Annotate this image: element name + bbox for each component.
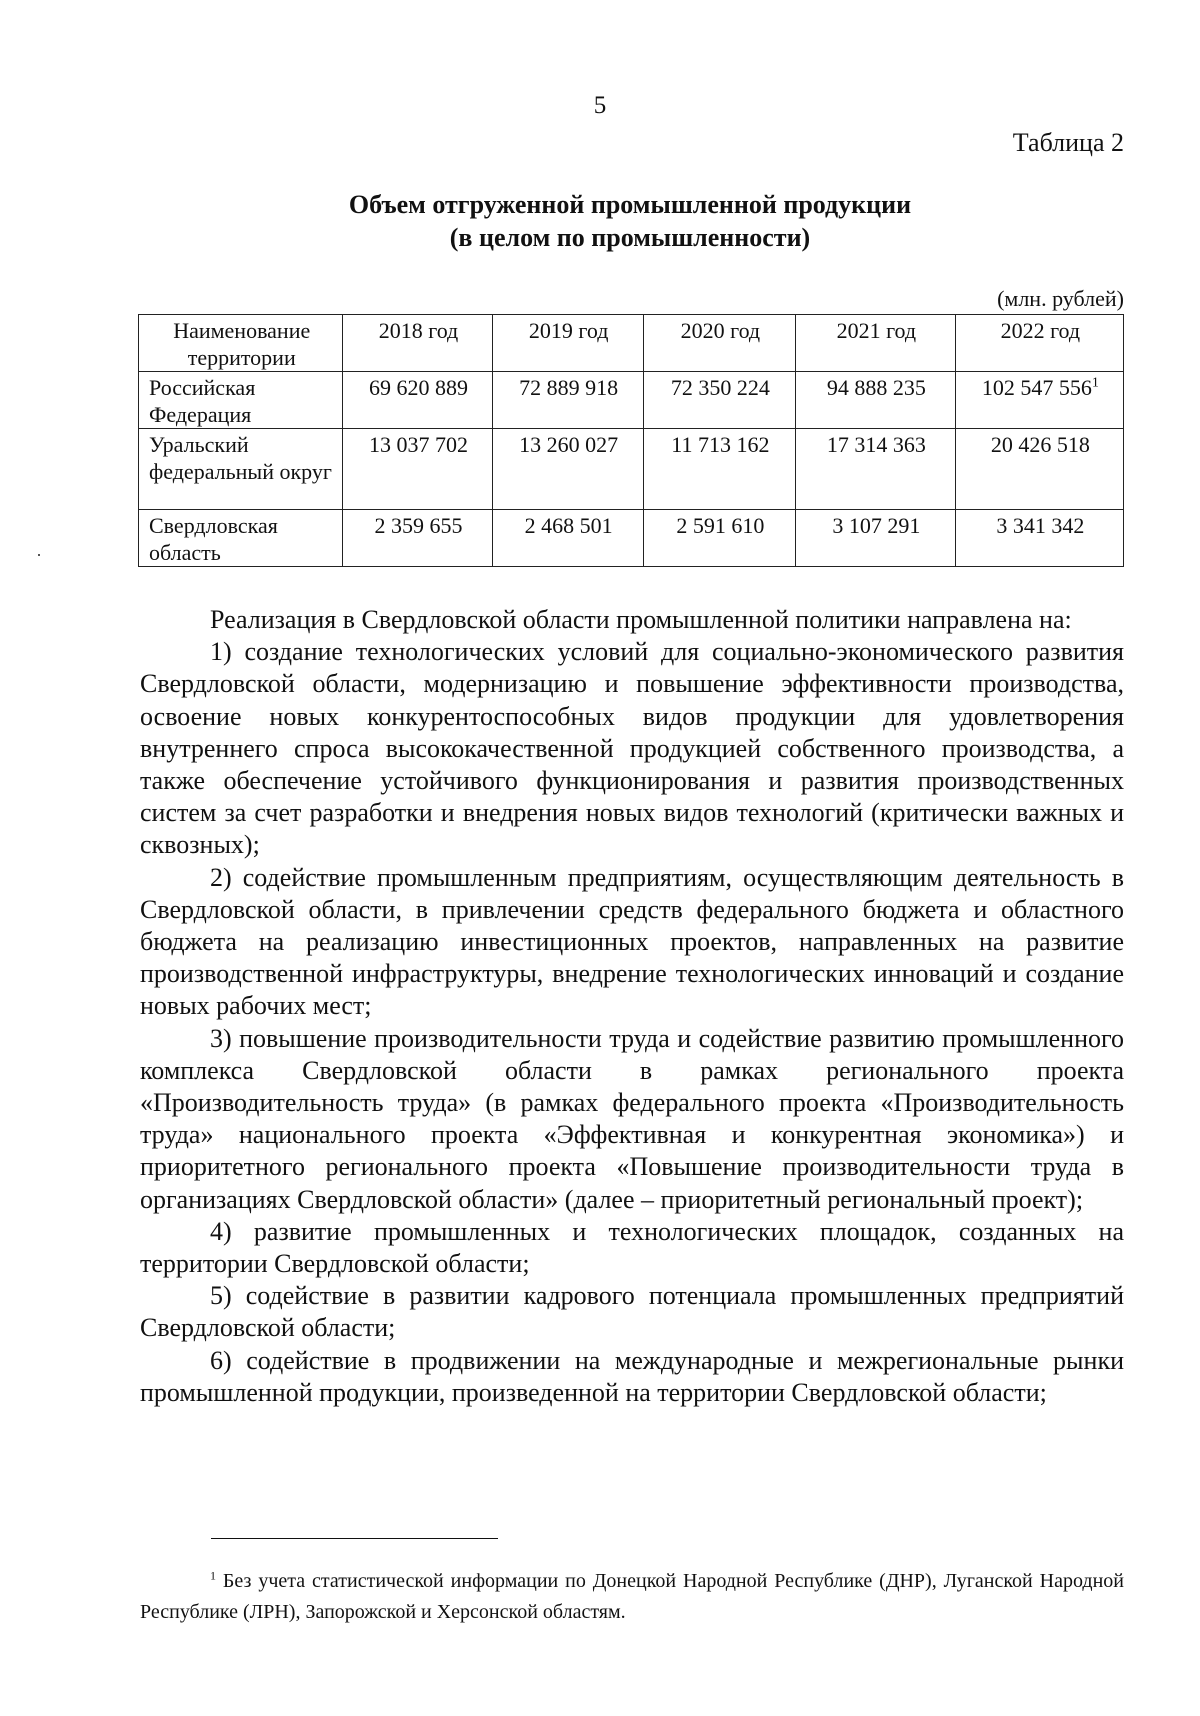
body-text	[140, 604, 1124, 1409]
cell-value: 3 107 291	[796, 510, 956, 567]
cell-value: 102 547 556	[981, 375, 1092, 400]
table-title	[0, 188, 1200, 254]
paragraph-intro: Реализация в Свердловской области промышленной политики направлена на:	[210, 605, 1072, 634]
cell-value: 72 889 918	[492, 372, 643, 429]
cell-value: 2 591 610	[643, 510, 795, 567]
cell-value: 69 620 889	[343, 372, 492, 429]
paragraph-item-2: 2) содействие промышленным предприятиям, осуществляющим деятельность в Свердловской области, в привлечении средств федерального бюджета и областного бюджета на реализацию инвестиционных проектов, направленных на развитие производственной инфраструктуры, внедрение технологических инноваций и создание новых рабочих мест;	[140, 862, 1124, 1021]
units-label: (млн. рублей)	[997, 286, 1124, 311]
footnote-separator	[211, 1538, 498, 1539]
header-territory: Наименование территории	[139, 315, 343, 372]
title-line-2: (в целом по промышленности)	[449, 223, 811, 252]
footnote-number: 1	[210, 1568, 216, 1583]
row-name: Уральский федеральный округ	[139, 429, 343, 510]
footnote	[140, 1566, 1124, 1628]
table-row	[139, 372, 1124, 429]
row-name: Свердловская область	[139, 510, 343, 567]
cell-value-with-footnote	[955, 372, 1123, 429]
header-2022: 2022 год	[955, 315, 1123, 372]
table-row	[139, 510, 1124, 567]
paragraph-item-1: 1) создание технологических условий для социально-экономического развития Свердловской области, модернизацию и повышение эффективности производства, освоение новых конкурентоспособных видов продукции для удовлетворения внутреннего спроса высококачественной продукцией собственного производства, а также обеспечение устойчивого функционирования и развития производственных систем за счет разработки и внедрения новых видов технологий (критически важных и сквозных);	[140, 637, 1124, 860]
data-table	[138, 314, 1124, 567]
paragraph-item-3: 3) повышение производительности труда и содействие развитию промышленного комплекса Свердловской области в рамках регионального проекта «Производительность труда» (в рамках федерального проекта «Производительность труда» национального проекта «Эффективная и конкурентная экономика») и приоритетного регионального проекта «Повышение производительности труда в организациях Свердловской области» (далее – приоритетный региональный проект);	[140, 1023, 1124, 1214]
cell-value: 94 888 235	[796, 372, 956, 429]
cell-value: 13 260 027	[492, 429, 643, 510]
cell-value: 11 713 162	[643, 429, 795, 510]
cell-value: 72 350 224	[643, 372, 795, 429]
header-2021: 2021 год	[796, 315, 956, 372]
margin-speck	[38, 554, 40, 556]
row-name: Российская Федерация	[139, 372, 343, 429]
table-label: Таблица 2	[1012, 128, 1124, 157]
cell-value: 2 359 655	[343, 510, 492, 567]
header-2018: 2018 год	[343, 315, 492, 372]
paragraph-item-5: 5) содействие в развитии кадрового потенциала промышленных предприятий Свердловской области;	[140, 1281, 1124, 1343]
cell-value: 3 341 342	[955, 510, 1123, 567]
paragraph-item-4: 4) развитие промышленных и технологических площадок, созданных на территории Свердловской области;	[140, 1216, 1124, 1279]
page-number: 5	[593, 92, 607, 119]
table-row	[139, 429, 1124, 510]
header-2020: 2020 год	[643, 315, 795, 372]
header-2019: 2019 год	[492, 315, 643, 372]
paragraph-item-6: 6) содействие в продвижении на международные и межрегиональные рынки промышленной продукции, произведенной на территории Свердловской области;	[140, 1345, 1124, 1407]
footnote-text: Без учета статистической информации по Донецкой Народной Республике (ДНР), Луганской Народной Республике (ЛРН), Запорожской и Херсонской областям.	[140, 1570, 1124, 1623]
cell-value: 17 314 363	[796, 429, 956, 510]
table-header-row	[139, 315, 1124, 372]
cell-value: 2 468 501	[492, 510, 643, 567]
cell-value: 13 037 702	[343, 429, 492, 510]
footnote-mark: 1	[1091, 375, 1099, 391]
title-line-1: Объем отгруженной промышленной продукции	[348, 190, 912, 219]
cell-value: 20 426 518	[955, 429, 1123, 510]
